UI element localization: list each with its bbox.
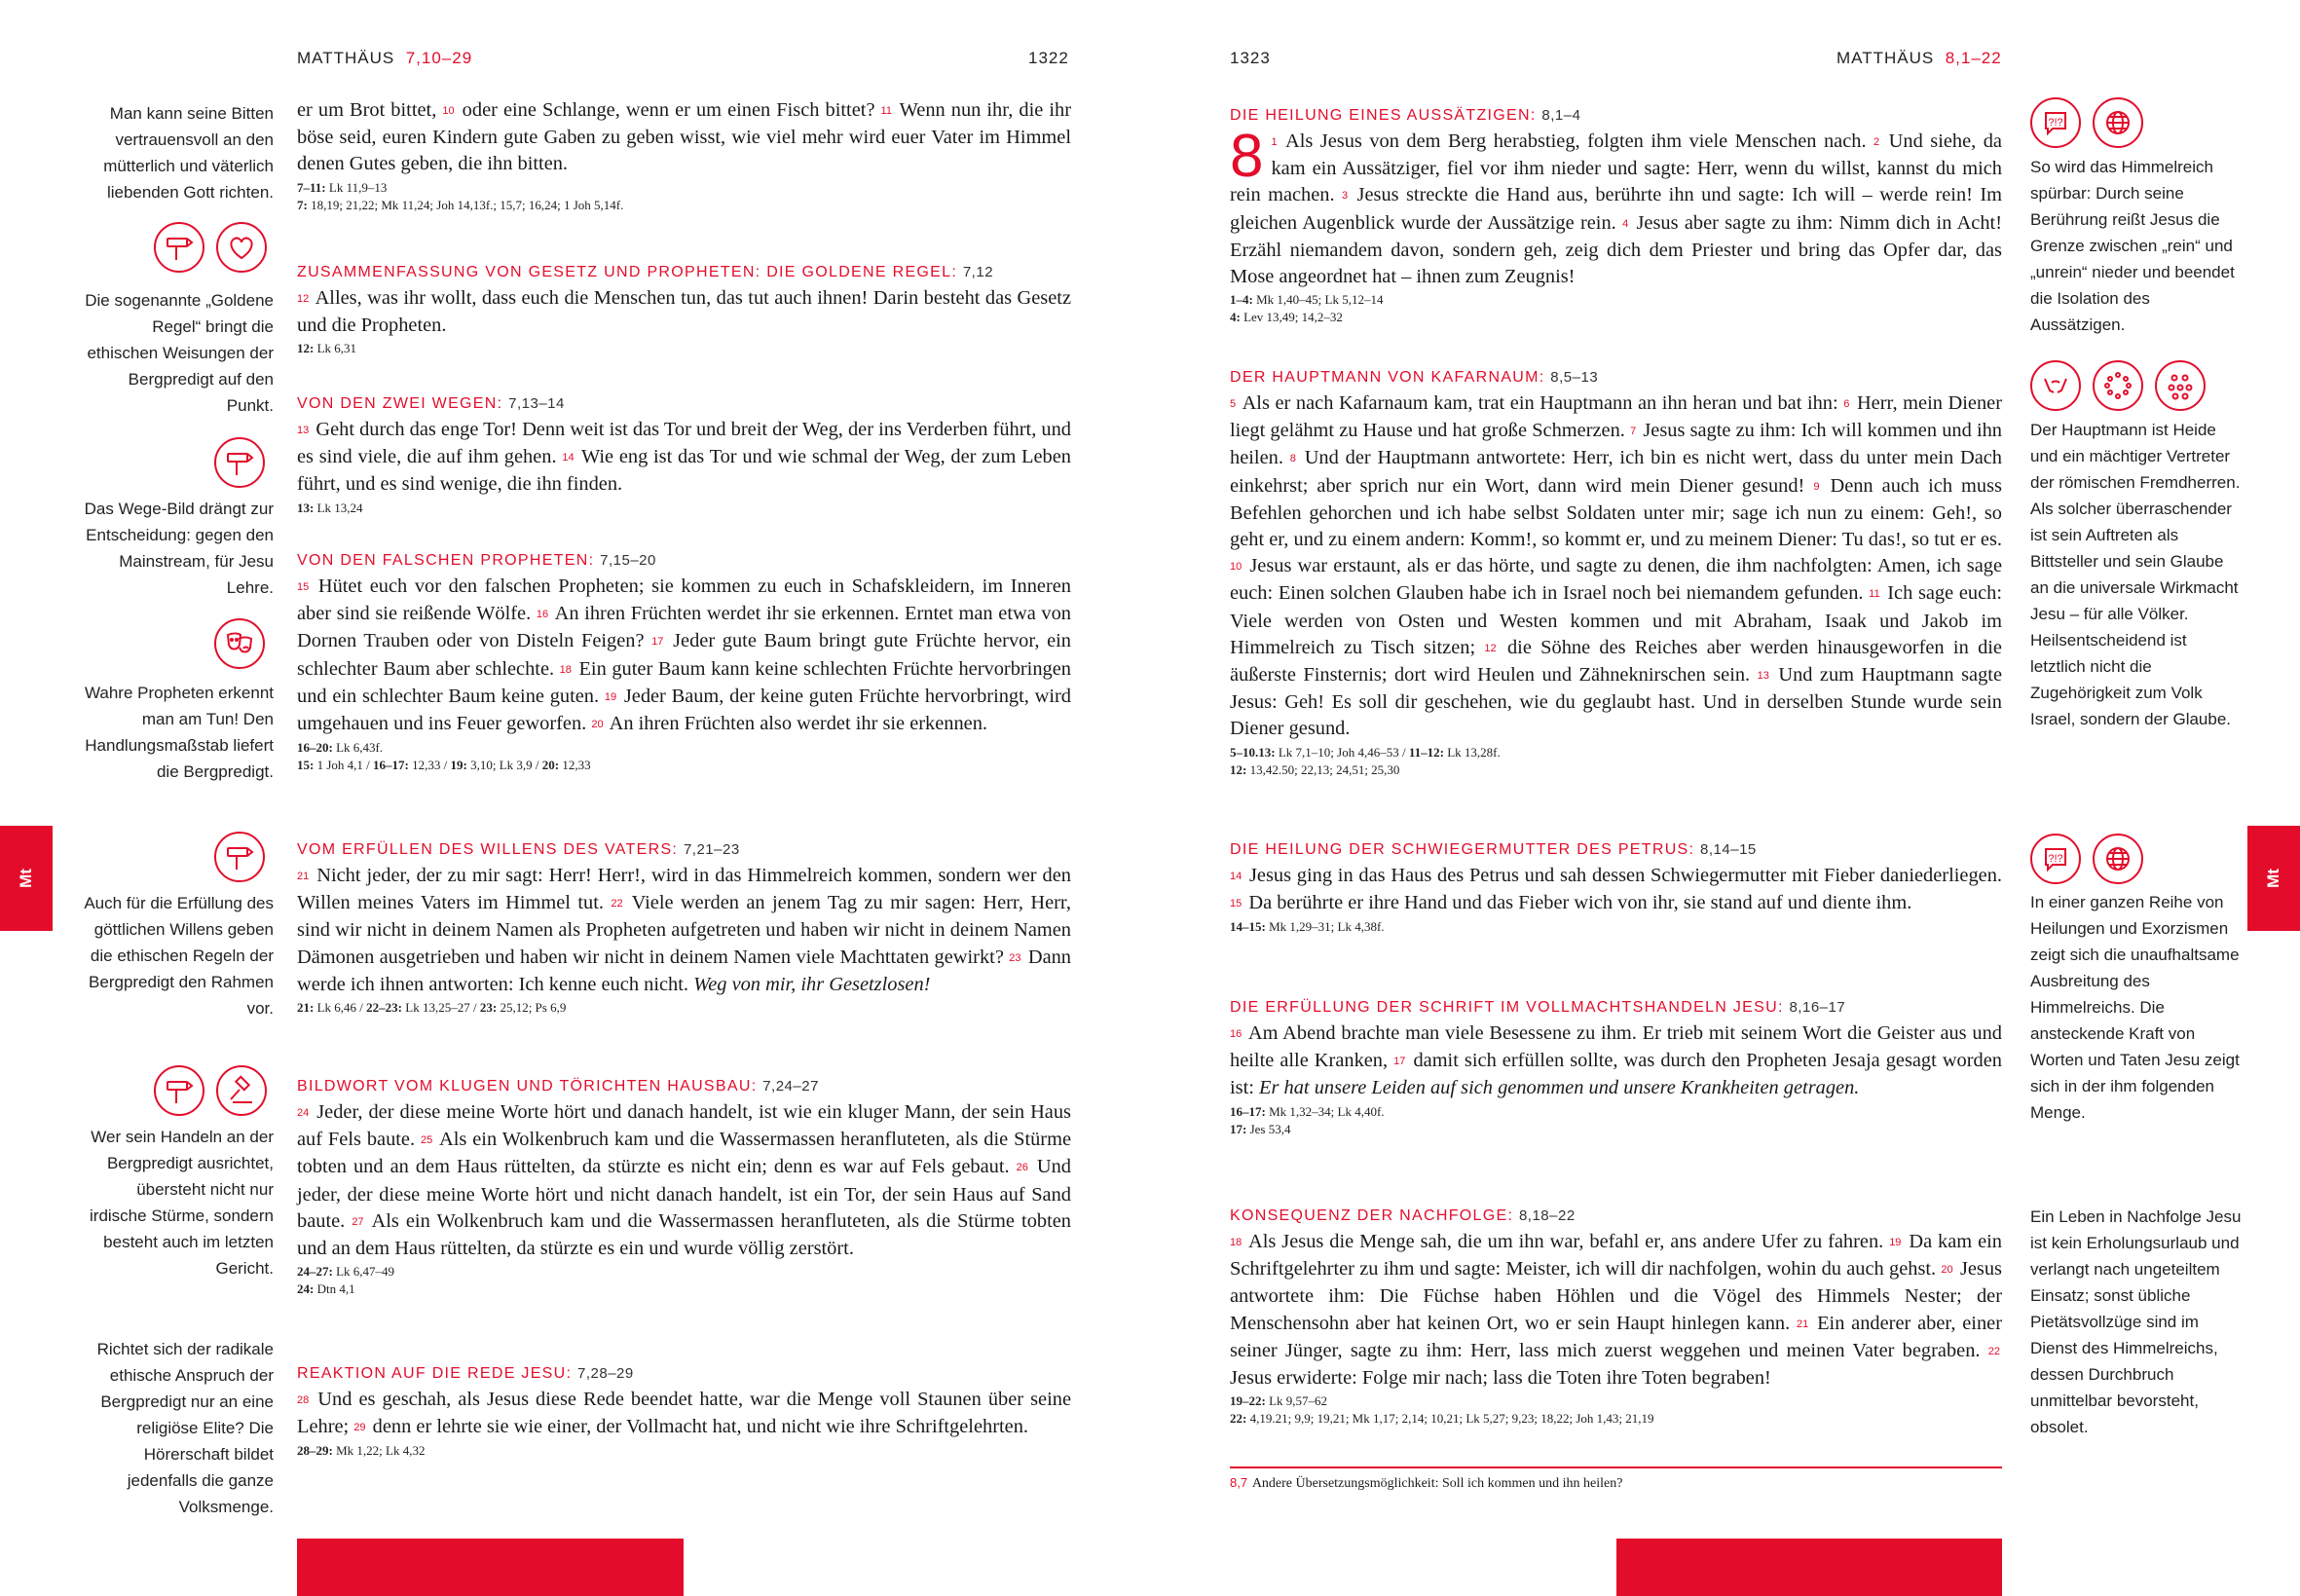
verse-number: 1: [1271, 136, 1278, 148]
ref-line: 14–15: Mk 1,29–31; Lk 4,38f.: [1230, 919, 1385, 935]
ref-line: 17: Jes 53,4: [1230, 1121, 1291, 1136]
section-body: 24 Jeder, der diese meine Worte hört und danach handelt, ist wie ein kluger Mann, der sein Haus auf Fels baute. 25 Als ein Wolkenbruch kam und die Wassermassen heranfluteten, als die Stürme tobten und an dem Haus rüttelten, da stürzte es nicht ein; denn es war auf Fels gebaut. 26 Und jeder, der diese meine Worte hört und nicht danach handelt, ist ein Tor, der sein Haus auf Sand baute. 27 Als ein Wolkenbruch kam und die Wassermassen heranfluteten, als die Stürme tobten und an dem Haus rüttelten, da stürzte es ein und wurde völlig zerstört.: [297, 1101, 1072, 1260]
heading-ref: 7,13–14: [508, 395, 565, 412]
crowd-icon: [2155, 360, 2206, 411]
section-heading: [1230, 103, 2002, 129]
cross-refs: [297, 739, 1071, 774]
running-head-right: [1836, 49, 2002, 68]
side-note: Auch für die Erfüllung des göttlichen Willens geben die ethischen Regeln der Bergpredigt den Rahmen vor.: [84, 894, 274, 1018]
theater-masks-icon: [214, 618, 265, 669]
icon-group: [2030, 834, 2143, 884]
verse-number: 21: [297, 871, 310, 882]
section-body: 28 Und es geschah, als Jesus diese Rede beendet hatte, war die Menge voll Staunen über seine Lehre; 29 denn er lehrte sie wie einer, der Vollmacht hat, und nicht wie ihre Schriftgelehrten.: [297, 1389, 1071, 1438]
verse-number: 10: [1230, 561, 1243, 574]
gavel-icon: [216, 1065, 267, 1116]
section-body: 14 Jesus ging in das Haus des Petrus und sah dessen Schwiegermutter mit Fieber daniederliegen. 15 Da berührte er ihre Hand und das Fieber wich von ihr, sie stand auf und diente ihm.: [1230, 865, 2002, 914]
decorative-red-block: [1616, 1539, 2002, 1596]
heart-icon: [216, 222, 267, 273]
side-note: Die sogenannte „Goldene Regel“ bringt die ethischen Weisungen der Bergpredigt auf den Punkt.: [85, 291, 274, 415]
section-heading: [297, 391, 1071, 417]
ref-line: 16–17: Mk 1,32–34; Lk 4,40f.: [1230, 1103, 1385, 1119]
globe-icon: [2093, 97, 2143, 148]
verse-number: 11: [1869, 588, 1880, 601]
footnote: [1230, 1474, 1622, 1493]
book-tab-right[interactable]: [2247, 826, 2300, 931]
verse-number: 8: [1289, 453, 1296, 465]
verse-number: 14: [562, 452, 575, 464]
section-mother-in-law: [1230, 837, 2002, 936]
heading-ref: 8,5–13: [1550, 369, 1599, 386]
ref-line: 12: 13,42.50; 22,13; 24,51; 25,30: [1230, 761, 1400, 777]
heading-text: VOM ERFÜLLEN DES WILLENS DES VATERS:: [297, 841, 679, 858]
cross-refs: [297, 179, 1071, 214]
heading-text: DIE HEILUNG EINES AUSSÄTZIGEN:: [1230, 107, 1537, 124]
ref-line: 1–4: Mk 1,40–45; Lk 5,12–14: [1230, 292, 1384, 308]
cross-refs: [1230, 291, 2002, 326]
verse-number: 7: [1630, 426, 1637, 438]
hands-icon: [2030, 360, 2081, 411]
verse-number: 9: [1813, 480, 1820, 493]
side-note: Wer sein Handeln an der Bergpredigt ausrichtet, übersteht nicht nur irdische Stürme, sondern besteht auch im letzten Gericht.: [90, 1128, 274, 1278]
verse-number: 11: [880, 105, 892, 117]
section-body: 5 Als er nach Kafarnaum kam, trat ein Hauptmann an ihn heran und bat ihn: 6 Herr, mein Diener liegt gelähmt zu Hause und hat große Schmerzen. 7 Jesus sagte zu ihm: Ich will kommen und ihn heilen. 8 Und der Hauptmann antwortete: Herr, ich bin es nicht wert, dass du unter mein Dach einkehrst; aber sprich nur ein Wort, dann wird mein Diener gesund! 9 Denn auch ich muss Befehlen gehorchen und ich habe selbst Soldaten unter mir; sage ich nun zu einem: Geh!, so geht er, und zu einem andern: Komm!, so kommt er, und zu meinem Diener: Tu das!, so tut er es. 10 Jesus war erstaunt, als er das hörte, und sagte zu denen, die ihm nachfolgten: Amen, ich sage euch: Einen solchen Glauben habe ich in Israel noch bei niemandem gefunden. 11 Ich sage euch: Viele werden von Osten und Westen kommen und mit Abraham, Isaak und Jakob im Himmelreich zu Tisch sitzen; 12 die Söhne des Reiches aber werden hinausgeworfen in die äußerste Finsternis; dort wird Heulen und Zähneknirschen sein. 13 Und zum Hauptmann sagte Jesus: Geh! Es soll dir geschehen, wie du geglaubt hast. Und in derselben Stunde wurde sein Diener gesund.: [1230, 392, 2003, 740]
verse-number: 13: [297, 425, 310, 436]
verse-number: 18: [1230, 1237, 1243, 1248]
cross-refs: [297, 999, 1071, 1017]
heading-text: KONSEQUENZ DER NACHFOLGE:: [1230, 1207, 1514, 1224]
section-heading: [1230, 995, 2002, 1021]
verse-number: 15: [297, 581, 310, 593]
heading-text: DIE ERFÜLLUNG DER SCHRIFT IM VOLLMACHTSHANDELN JESU:: [1230, 999, 1784, 1016]
signpost-icon: [154, 1065, 204, 1116]
side-note: Richtet sich der radikale ethische Anspruch der Bergpredigt nur an eine religiöse Elite? Die Hörerschaft bildet jedenfalls die ganze Volksmenge.: [96, 1340, 274, 1516]
verse-number: 5: [1230, 398, 1237, 410]
verse-number: 17: [651, 636, 664, 649]
side-note: So wird das Himmelreich spürbar: Durch seine Berührung reißt Jesus die Grenze zwischen „rein“ und „unrein“ nieder und beendet die Isolation des Aussätzigen.: [2030, 158, 2235, 334]
side-note: Das Wege-Bild drängt zur Entscheidung: gegen den Mainstream, für Jesu Lehre.: [84, 500, 274, 597]
section-house-building: [297, 1074, 1071, 1298]
verse-number: 17: [1393, 1056, 1406, 1068]
ref-line: 16–20: Lk 6,43f.: [297, 740, 384, 756]
verse-number: 4: [1622, 217, 1629, 230]
chapter-dropcap: 8: [1230, 123, 1264, 190]
ref-line: 7–11: Lk 11,9–13: [297, 179, 388, 195]
ref-line: 12: Lk 6,31: [297, 341, 357, 356]
heading-ref: 7,28–29: [577, 1365, 634, 1382]
verse-number: 2: [1873, 136, 1880, 148]
cross-refs: [297, 500, 1071, 517]
section-heading: [297, 1074, 1071, 1099]
footnote-ref: 8,7: [1230, 1475, 1248, 1490]
ref-line: 15: 1 Joh 4,1 / 16–17: 12,33 / 19: 3,10; Lk 3,9 / 20: 12,33: [297, 758, 591, 773]
page-number-left: 1322: [1028, 49, 1069, 67]
footnote-text: Andere Übersetzungsmöglichkeit: Soll ich kommen und ihn heilen?: [1251, 1476, 1623, 1491]
section-heading: [297, 260, 1071, 285]
verse-number: 22: [611, 898, 623, 910]
speech-exclamation-icon: [2030, 97, 2081, 148]
section-body: 12 Alles, was ihr wollt, dass euch die Menschen tun, das tut auch ihnen! Darin besteht das Gesetz und die Propheten.: [297, 287, 1071, 337]
icon-group: [214, 832, 265, 882]
heading-ref: 7,12: [962, 264, 994, 280]
decorative-red-block: [297, 1539, 684, 1596]
ref-line: 21: Lk 6,46 / 22–23: Lk 13,25–27 / 23: 25,12; Ps 6,9: [297, 1000, 567, 1016]
ref-line: 28–29: Mk 1,22; Lk 4,32: [297, 1443, 426, 1459]
heading-ref: 8,14–15: [1700, 841, 1757, 858]
verse-number: 12: [297, 293, 310, 305]
heading-ref: 8,16–17: [1789, 999, 1846, 1016]
cross-refs: [1230, 1392, 2002, 1428]
ref-line: 13: Lk 13,24: [297, 500, 363, 515]
section-heading: [297, 837, 1071, 863]
verse-number: 20: [591, 719, 604, 731]
section-heading: [297, 1361, 1071, 1387]
section-body: 18 Als Jesus die Menge sah, die um ihn war, befahl er, ans andere Ufer zu fahren. 19 Da kam ein Schriftgelehrter zu ihm und sagte: Meister, ich will dir nachfolgen, wohin du auch gehst. 20 Jesus antwortete ihm: Die Füchse haben Höhlen und die Vögel des Himmels Nester; der Menschensohn aber hat keinen Ort, wo er sein Haupt hinlegen kann. 21 Ein anderer aber, einer seiner Jünger, sagte zu ihm: Herr, lass mich zuerst weggehen und meinen Vater begraben. 22 Jesus erwiderte: Folge mir nach; lass die Toten ihre Toten begraben!: [1230, 1231, 2002, 1390]
ref-line: 5–10.13: Lk 7,1–10; Joh 4,46–53 / 11–12: Lk 13,28f.: [1230, 744, 1501, 760]
ref-line: 7: 18,19; 21,22; Mk 11,24; Joh 14,13f.; 15,7; 16,24; 1 Joh 5,14f.: [297, 197, 624, 212]
section-false-prophets: [297, 548, 1071, 774]
circle-of-people-icon: [2093, 360, 2143, 411]
section-centurion: [1230, 365, 2002, 779]
verse-number: 23: [1009, 951, 1021, 964]
heading-text: ZUSAMMENFASSUNG VON GESETZ UND PROPHETEN: DIE GOLDENE REGEL:: [297, 264, 958, 280]
verse-number: 6: [1843, 398, 1850, 410]
signpost-icon: [214, 832, 265, 882]
section-heading: [1230, 837, 2002, 863]
section-reaction: [297, 1361, 1071, 1460]
heading-text: VON DEN FALSCHEN PROPHETEN:: [297, 552, 595, 569]
heading-text: DER HAUPTMANN VON KAFARNAUM:: [1230, 369, 1545, 386]
heading-text: DIE HEILUNG DER SCHWIEGERMUTTER DES PETRUS:: [1230, 841, 1695, 858]
verse-number: 24: [297, 1107, 310, 1119]
verse-number: 16: [536, 609, 549, 621]
side-note: Man kann seine Bitten vertrauensvoll an den mütterlich und väterlich liebenden Gott richten.: [103, 104, 274, 202]
section-body: 15 Hütet euch vor den falschen Propheten; sie kommen zu euch in Schafskleidern, im Inneren aber sind sie reißende Wölfe. 16 An ihren Früchten werdet ihr sie erkennen. Erntet man etwa von Dornen Trauben oder von Disteln Feigen? 17 Jeder gute Baum bringt gute Früchte hervor, ein schlechter Baum aber schlechte. 18 Ein guter Baum kann keine schlechten Früchte hervorbringen und ein schlechter Baum keine guten. 19 Jeder Baum, der keine guten Früchte hervorbringt, wird umgehauen und ins Feuer geworfen. 20 An ihren Früchten also werdet ihr sie erkennen.: [297, 575, 1071, 735]
ref-line: 4: Lev 13,49; 14,2–32: [1230, 310, 1343, 325]
cross-refs: [297, 1442, 1071, 1460]
side-note: In einer ganzen Reihe von Heilungen und Exorzismen zeigt sich die unaufhaltsame Ausbreitung des Himmelreichs. Die ansteckende Kraft von Worten und Taten Jesu zeigt sich in der ihm folgenden Menge.: [2030, 893, 2240, 1122]
ref-line: 24: Dtn 4,1: [297, 1281, 355, 1297]
icon-group: [154, 1065, 267, 1116]
ref-line: 19–22: Lk 9,57–62: [1230, 1393, 1328, 1409]
icon-group: [214, 618, 265, 669]
verse-number: 20: [1941, 1264, 1953, 1277]
verse-number: 22: [1987, 1345, 2000, 1357]
verse-number: 28: [297, 1394, 310, 1406]
body-text: 16 Am Abend brachte man viele Besessene zu ihm. Er trieb mit seinem Wort die Geister aus und heilte alle Kranken, 17 damit sich erfüllen sollte, was durch den Propheten Jesaja gesagt worden ist:: [1230, 1022, 2002, 1099]
verse-number: 29: [353, 1422, 366, 1434]
verse-number: 18: [559, 663, 572, 676]
icon-group: [214, 437, 265, 488]
section-heading: [1230, 1204, 2002, 1229]
section-body: [1230, 123, 2002, 290]
verse-number: 19: [1889, 1237, 1902, 1248]
heading-ref: 7,15–20: [600, 552, 656, 569]
verse-number: 13: [1757, 670, 1769, 683]
ref-line: 22: 4,19.21; 9,9; 19,21; Mk 1,17; 2,14; 10,21; Lk 5,27; 9,23; 18,22; Joh 1,43; 21,19: [1230, 1411, 1654, 1427]
section-heading: [1230, 365, 2002, 390]
verse-number: 27: [352, 1215, 364, 1228]
tab-label: Mt: [16, 869, 35, 888]
heading-text: REAKTION AUF DIE REDE JESU:: [297, 1365, 573, 1382]
header-book: MATTHÄUS: [1836, 49, 1935, 67]
body-italic: Er hat unsere Leiden auf sich genommen und unsere Krankheiten getragen.: [1259, 1077, 1860, 1099]
side-note: Ein Leben in Nachfolge Jesu ist kein Erholungsurlaub und verlangt nach ungeteiltem Einsatz; sonst übliche Pietätsvollzüge sind im Dienst des Himmelreichs, dessen Durchbruch unmittelbar bevorsteht, obsolet.: [2030, 1207, 2242, 1436]
icon-group: [154, 222, 267, 273]
verse-number: 25: [421, 1134, 433, 1147]
section-body: [297, 863, 1071, 998]
book-tab-left[interactable]: [0, 826, 53, 931]
icon-group: [2030, 97, 2143, 148]
body-italic: Weg von mir, ihr Gesetzlosen!: [693, 973, 931, 995]
section-leper: [1230, 103, 2002, 326]
verse-number: 10: [442, 105, 455, 117]
heading-ref: 7,21–23: [683, 841, 740, 858]
section-discipleship: [1230, 1204, 2002, 1428]
section-continuation: [297, 97, 1071, 214]
heading-ref: 8,1–4: [1541, 107, 1581, 124]
globe-icon: [2093, 834, 2143, 884]
verse-number: 3: [1342, 190, 1349, 203]
tab-label: Mt: [2263, 869, 2282, 888]
section-body: 13 Geht durch das enge Tor! Denn weit ist das Tor und breit der Weg, der ins Verderben führt, und es sind viele, die auf ihm gehen. 14 Wie eng ist das Tor und wie schmal der Weg, der zum Leben führt, und es sind wenige, die ihn finden.: [297, 419, 1071, 496]
verse-number: 15: [1230, 898, 1243, 910]
heading-text: VON DEN ZWEI WEGEN:: [297, 395, 503, 412]
heading-ref: 8,18–22: [1518, 1207, 1576, 1224]
svg-text:?!?: ?!?: [2048, 853, 2063, 865]
cross-refs: [1230, 1103, 2002, 1138]
verse-number: 12: [1484, 642, 1497, 654]
section-fulfilment: [1230, 995, 2002, 1138]
verse-number: 26: [1016, 1162, 1028, 1174]
section-two-ways: [297, 391, 1071, 517]
header-ref: 8,1–22: [1945, 49, 2002, 67]
page-number-right: 1323: [1230, 49, 1271, 67]
cross-refs: [297, 340, 1071, 357]
body-text: 1 Als Jesus von dem Berg herabstieg, folgten ihm viele Menschen nach. 2 Und siehe, da kam ein Aussätziger, fiel vor ihm nieder und sagte: Herr, wenn du willst, kannst du mich rein machen. 3 Jesus streckte die Hand aus, berührte ihn und sagte: Ich will – werde rein! Im gleichen Augenblick wurde der Aussätzige rein. 4 Jesus aber sagte zu ihm: Nimm dich in Acht! Erzähl niemandem davon, sondern geh, zeig dich dem Priester und bring das Opfer dar, das Mose angeordnet hat – ihnen zum Zeugnis!: [1230, 130, 2002, 288]
side-note: Der Hauptmann ist Heide und ein mächtiger Vertreter der römischen Fremdherren. Als solcher überraschender ist sein Auftreten als Bittsteller und sein Glaube an die universale Wirkmacht Jesu – für alle Völker. Heilsentscheidend ist letztlich nicht die Zugehörigkeit zum Volk Israel, sondern der Glaube.: [2030, 421, 2241, 728]
body-text: 21 Nicht jeder, der zu mir sagt: Herr! Herr!, wird in das Himmelreich kommen, sondern wer den Willen meines Vaters im Himmel tut. 22 Viele werden an jenem Tag zu mir sagen: Herr, Herr, sind wir nicht in deinem Namen als Propheten aufgetreten und haben wir nicht in deinem Namen Dämonen ausgetrieben und haben wir nicht in deinem Namen viele Machttaten gewirkt? 23 Dann werde ich ihnen antworten: Ich kenne euch nicht.: [297, 865, 1072, 995]
section-body: er um Brot bittet, 10 oder eine Schlange, wenn er um einen Fisch bittet? 11 Wenn nun ihr, die ihr böse seid, euren Kindern gute Gaben zu geben wisst, wie viel mehr wird euer Vater im Himmel denen Gutes geben, die ihn bitten.: [297, 99, 1071, 175]
section-golden-rule: [297, 260, 1071, 357]
cross-refs: [1230, 744, 2002, 779]
footnote-divider: [1230, 1466, 2002, 1468]
header-book: MATTHÄUS: [297, 49, 395, 67]
svg-text:?!?: ?!?: [2048, 117, 2063, 129]
verse-number: 16: [1230, 1028, 1243, 1040]
running-head-left: [297, 49, 472, 68]
cross-refs: [297, 1263, 1071, 1298]
speech-exclamation-icon: [2030, 834, 2081, 884]
section-heading: [297, 548, 1071, 574]
heading-ref: 7,24–27: [762, 1078, 819, 1095]
side-note: Wahre Propheten erkennt man am Tun! Den Handlungsmaßstab liefert die Bergpredigt.: [84, 684, 274, 781]
icon-group: [2030, 360, 2206, 411]
verse-number: 14: [1230, 871, 1243, 882]
signpost-icon: [214, 437, 265, 488]
heading-text: BILDWORT VOM KLUGEN UND TÖRICHTEN HAUSBAU:: [297, 1078, 758, 1095]
header-ref: 7,10–29: [405, 49, 473, 67]
verse-number: 21: [1797, 1318, 1809, 1330]
cross-refs: [1230, 918, 2002, 936]
section-body: [1230, 1021, 2002, 1102]
ref-line: 24–27: Lk 6,47–49: [297, 1264, 395, 1280]
right-page: [1150, 0, 2300, 1596]
signpost-icon: [154, 222, 204, 273]
section-will-of-father: [297, 837, 1071, 1017]
verse-number: 19: [604, 690, 617, 703]
